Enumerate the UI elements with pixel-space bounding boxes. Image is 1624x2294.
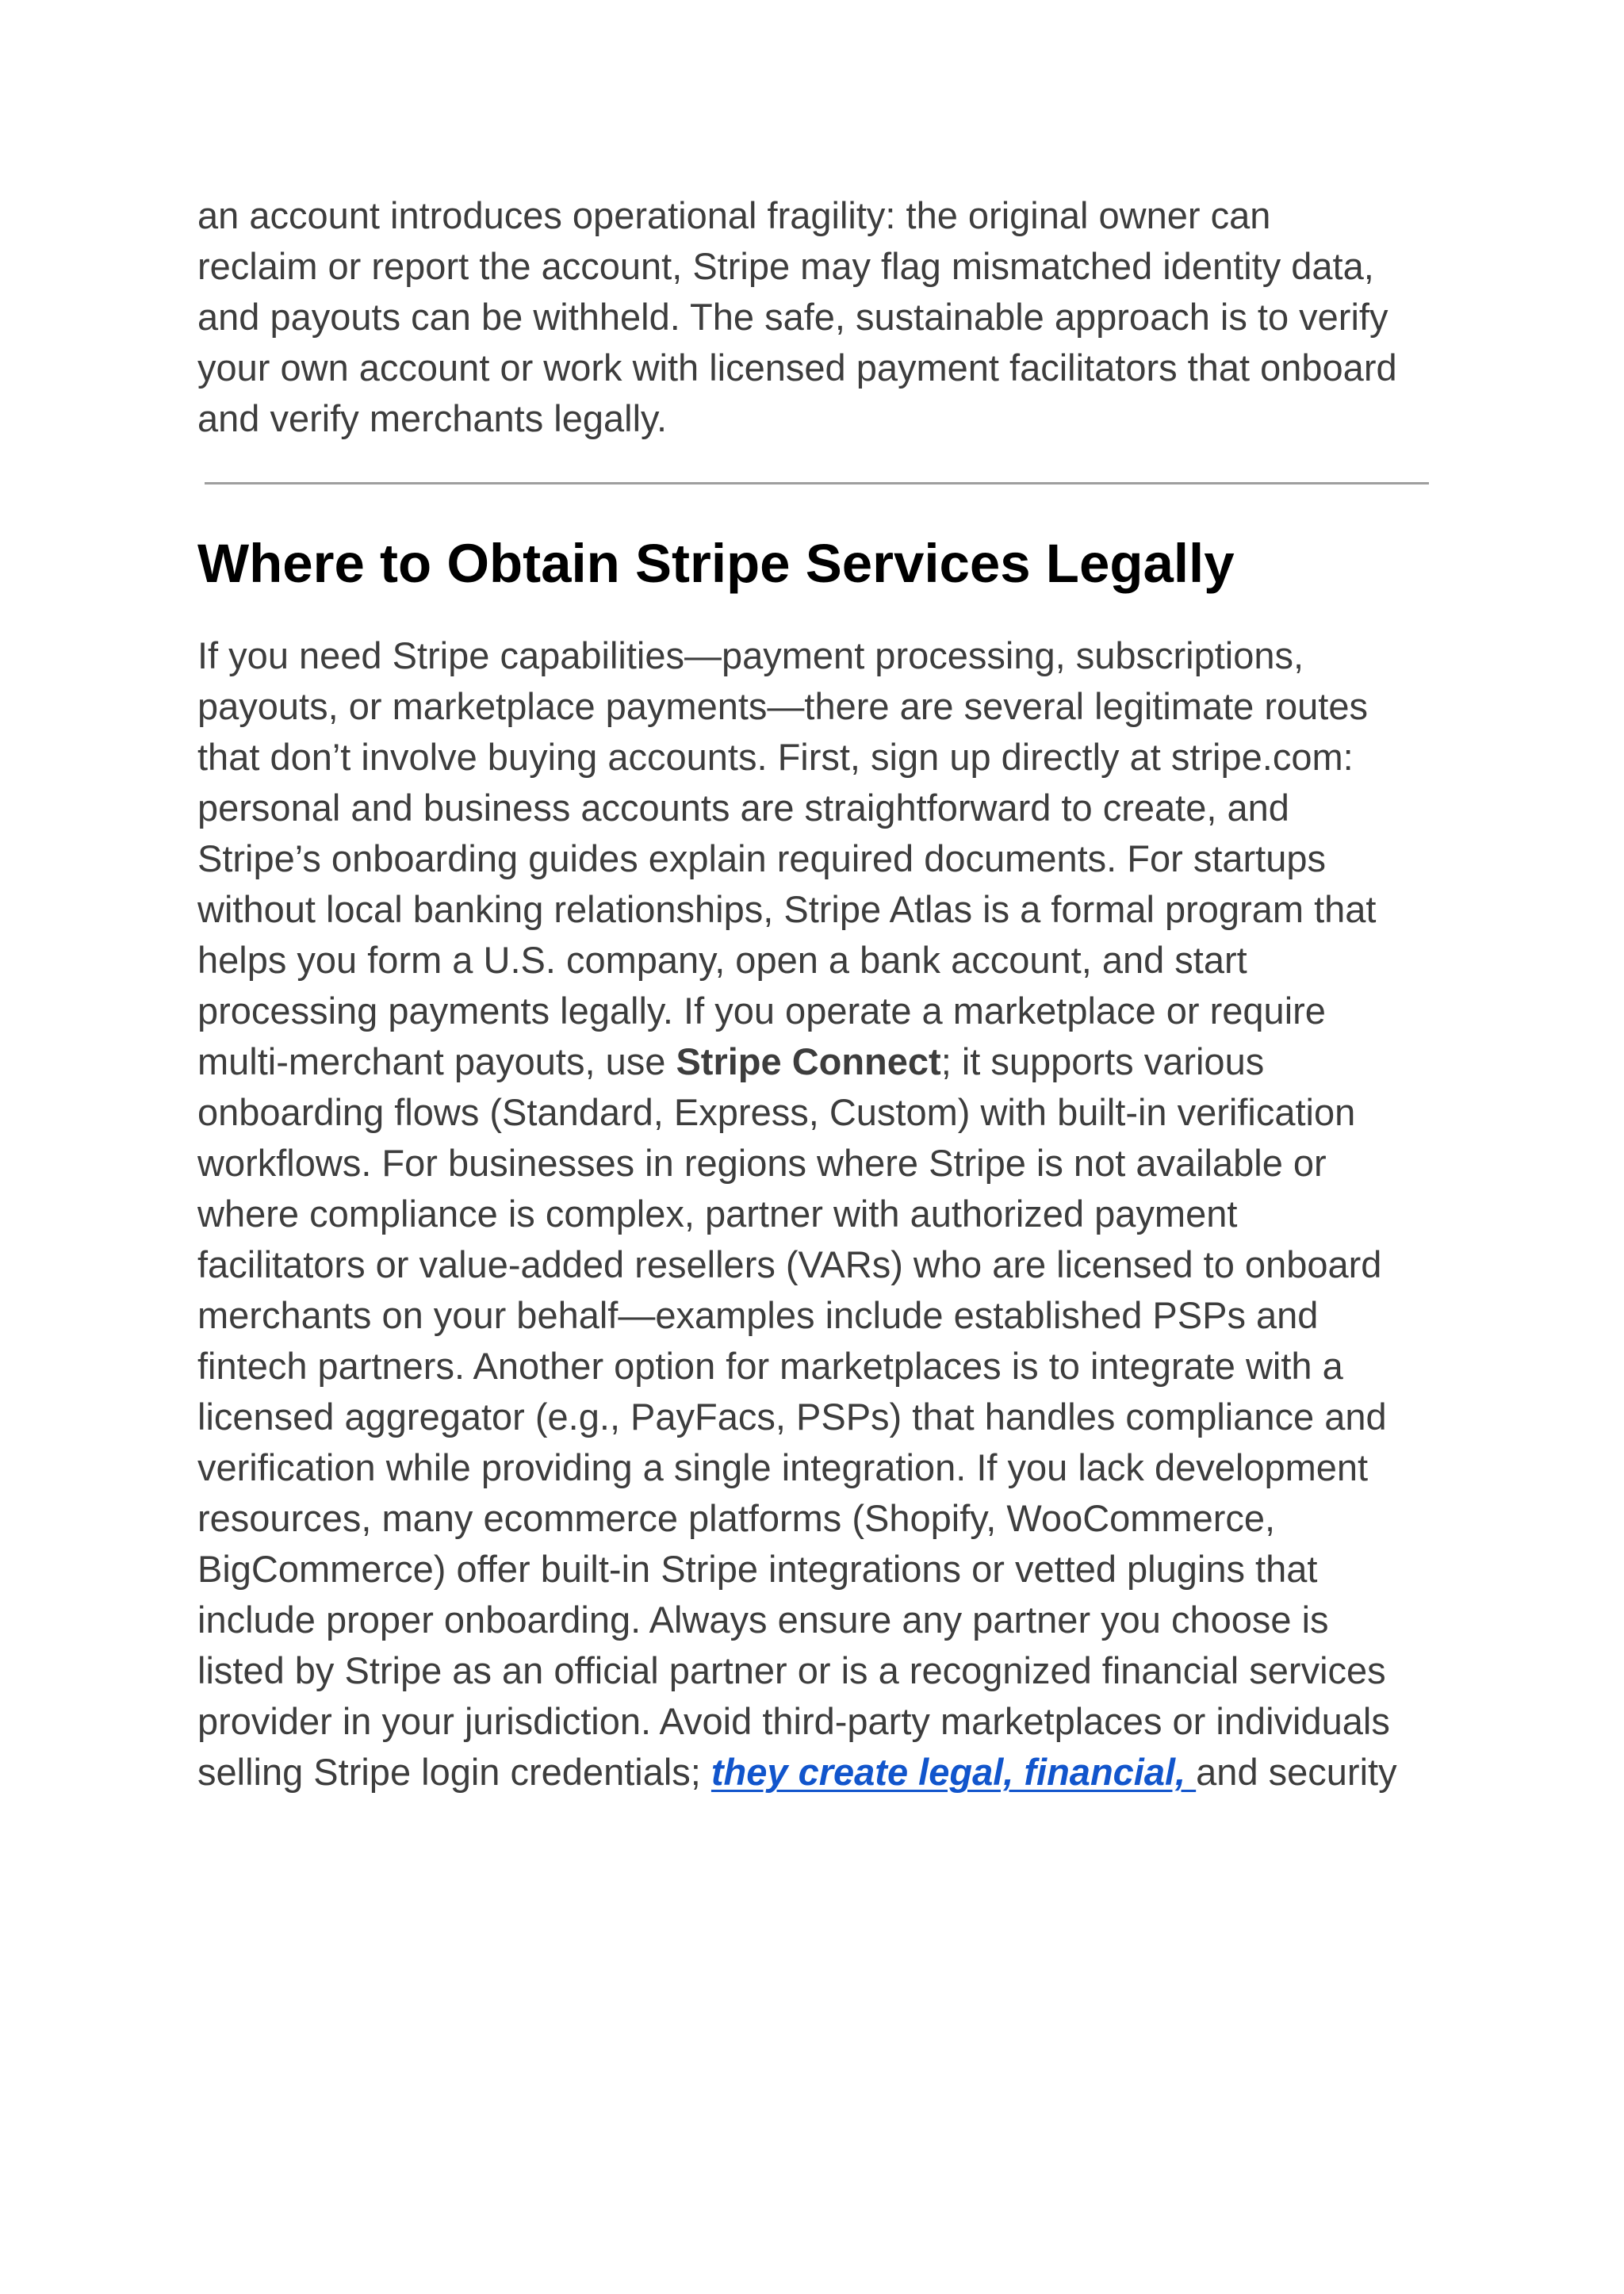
text-line: provider in your jurisdiction. Avoid third-party marketplaces or individuals [197, 1700, 1390, 1742]
document-page [197, 190, 1458, 1798]
legal-risk-link[interactable]: they create legal, financial, [710, 1751, 1197, 1793]
text-line: facilitators or value-added resellers (VARs) who are licensed to onboard [197, 1243, 1382, 1285]
text-segment: ; it supports various [940, 1040, 1265, 1082]
text-line: resources, many ecommerce platforms (Shopify, WooCommerce, [197, 1497, 1276, 1539]
text-segment: multi-merchant payouts, use [197, 1040, 676, 1082]
text-line: merchants on your behalf—examples include established PSPs and [197, 1294, 1319, 1336]
text-line: where compliance is complex, partner with authorized payment [197, 1193, 1238, 1235]
intro-paragraph [197, 190, 1458, 444]
text-line: Stripe’s onboarding guides explain required documents. For startups [197, 837, 1327, 879]
text-line: and verify merchants legally. [197, 397, 668, 439]
text-line: workflows. For businesses in regions where Stripe is not available or [197, 1142, 1327, 1184]
text-line: your own account or work with licensed payment facilitators that onboard [197, 347, 1397, 389]
text-line: licensed aggregator (e.g., PayFacs, PSPs) that handles compliance and [197, 1396, 1387, 1438]
text-line: that don’t involve buying accounts. First, sign up directly at stripe.com: [197, 736, 1354, 778]
text-line: personal and business accounts are straightforward to create, and [197, 787, 1289, 829]
section-paragraph [197, 630, 1458, 1798]
text-line: payouts, or marketplace payments—there are several legitimate routes [197, 685, 1368, 727]
stripe-connect-bold: Stripe Connect [676, 1040, 941, 1082]
text-line: an account introduces operational fragility: the original owner can [197, 194, 1271, 236]
text-line: without local banking relationships, Stripe Atlas is a formal program that [197, 888, 1377, 930]
text-line-connect [197, 1036, 1458, 1087]
text-line: helps you form a U.S. company, open a bank account, and start [197, 939, 1247, 981]
text-line: listed by Stripe as an official partner or is a recognized financial services [197, 1649, 1386, 1691]
text-line: onboarding flows (Standard, Express, Custom) with built-in verification [197, 1091, 1356, 1133]
text-segment: selling Stripe login credentials; [197, 1751, 711, 1793]
text-line: processing payments legally. If you operate a marketplace or require [197, 990, 1326, 1032]
section-heading: Where to Obtain Stripe Services Legally [197, 533, 1235, 594]
text-line: fintech partners. Another option for marketplaces is to integrate with a [197, 1345, 1343, 1387]
text-line: BigCommerce) offer built-in Stripe integrations or vetted plugins that [197, 1548, 1318, 1590]
text-line: and payouts can be withheld. The safe, sustainable approach is to verify [197, 296, 1388, 338]
text-line: reclaim or report the account, Stripe may flag mismatched identity data, [197, 245, 1374, 287]
text-line: verification while providing a single integration. If you lack development [197, 1446, 1369, 1488]
text-line: include proper onboarding. Always ensure any partner you choose is [197, 1599, 1329, 1641]
text-segment: and security [1196, 1751, 1397, 1793]
text-line: If you need Stripe capabilities—payment processing, subscriptions, [197, 634, 1304, 676]
horizontal-divider [205, 482, 1429, 484]
text-line-last [197, 1747, 1458, 1798]
